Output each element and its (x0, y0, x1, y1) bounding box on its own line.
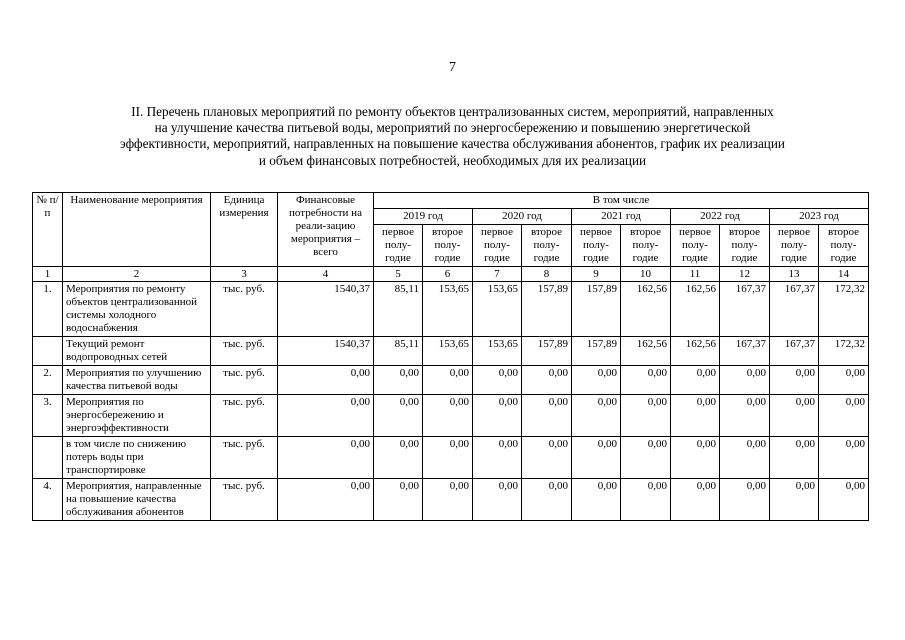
half-year-value: 0,00 (522, 479, 572, 521)
column-index: 9 (572, 267, 621, 282)
column-index: 8 (522, 267, 572, 282)
half-year-value: 0,00 (671, 395, 720, 437)
half-year-value: 0,00 (621, 395, 671, 437)
header-second-half: второе полу-годие (522, 225, 572, 267)
row-number: 2. (33, 366, 63, 395)
half-year-value: 0,00 (720, 437, 770, 479)
measure-unit: тыс. руб. (211, 366, 278, 395)
header-num: № п/п (33, 193, 63, 267)
heading-line: и объем финансовых потребностей, необходимых для их реализации (258, 152, 647, 168)
half-year-value: 0,00 (522, 366, 572, 395)
header-second-half: второе полу-годие (621, 225, 671, 267)
half-year-value: 162,56 (671, 337, 720, 366)
header-second-half: второе полу-годие (819, 225, 869, 267)
row-number: 4. (33, 479, 63, 521)
header-name: Наименование мероприятия (63, 193, 211, 267)
half-year-value: 85,11 (374, 337, 423, 366)
table-row (33, 366, 869, 395)
row-number: 3. (33, 395, 63, 437)
half-year-value: 0,00 (374, 479, 423, 521)
table-row (33, 479, 869, 521)
half-year-value: 0,00 (572, 395, 621, 437)
total-finance: 1540,37 (278, 282, 374, 337)
table-row (33, 437, 869, 479)
column-index: 11 (671, 267, 720, 282)
half-year-value: 85,11 (374, 282, 423, 337)
table-row (33, 337, 869, 366)
column-index: 10 (621, 267, 671, 282)
header-first-half: первое полу-годие (770, 225, 819, 267)
column-index: 3 (211, 267, 278, 282)
half-year-value: 162,56 (621, 282, 671, 337)
half-year-value: 0,00 (423, 395, 473, 437)
half-year-value: 172,32 (819, 282, 869, 337)
half-year-value: 0,00 (423, 437, 473, 479)
column-index: 13 (770, 267, 819, 282)
half-year-value: 167,37 (720, 282, 770, 337)
half-year-value: 0,00 (423, 366, 473, 395)
half-year-value: 153,65 (423, 282, 473, 337)
half-year-value: 0,00 (572, 479, 621, 521)
half-year-value: 0,00 (621, 479, 671, 521)
measure-name: в том числе по снижению потерь воды при транспортировке (63, 437, 211, 479)
half-year-value: 0,00 (473, 479, 522, 521)
half-year-value: 0,00 (572, 437, 621, 479)
header-first-half: первое полу-годие (374, 225, 423, 267)
half-year-value: 167,37 (770, 337, 819, 366)
header-year: 2023 год (770, 209, 869, 225)
column-index: 1 (33, 267, 63, 282)
half-year-value: 157,89 (522, 337, 572, 366)
total-finance: 0,00 (278, 437, 374, 479)
half-year-value: 0,00 (522, 437, 572, 479)
half-year-value: 0,00 (374, 437, 423, 479)
half-year-value: 167,37 (720, 337, 770, 366)
header-finance: Финансовые потребности на реали-зацию мероприятия – всего (278, 193, 374, 267)
measure-unit: тыс. руб. (211, 437, 278, 479)
header-second-half: второе полу-годие (720, 225, 770, 267)
measure-unit: тыс. руб. (211, 395, 278, 437)
header-including: В том числе (374, 193, 869, 209)
heading-line: на улучшение качества питьевой воды, мероприятий по энергосбережению и повышению энергетической (154, 120, 751, 136)
half-year-value: 0,00 (671, 437, 720, 479)
column-index: 6 (423, 267, 473, 282)
column-index: 5 (374, 267, 423, 282)
half-year-value: 0,00 (770, 395, 819, 437)
total-finance: 0,00 (278, 366, 374, 395)
measure-unit: тыс. руб. (211, 337, 278, 366)
total-finance: 0,00 (278, 395, 374, 437)
row-number (33, 437, 63, 479)
half-year-value: 0,00 (473, 437, 522, 479)
header-year: 2020 год (473, 209, 572, 225)
half-year-value: 157,89 (572, 282, 621, 337)
half-year-value: 0,00 (374, 366, 423, 395)
half-year-value: 153,65 (473, 282, 522, 337)
measure-name: Мероприятия по энергосбережению и энергоэффективности (63, 395, 211, 437)
measure-name: Мероприятия по улучшению качества питьевой воды (63, 366, 211, 395)
table-row (33, 282, 869, 337)
header-first-half: первое полу-годие (572, 225, 621, 267)
column-index: 7 (473, 267, 522, 282)
half-year-value: 172,32 (819, 337, 869, 366)
half-year-value: 0,00 (770, 437, 819, 479)
half-year-value: 0,00 (770, 366, 819, 395)
half-year-value: 0,00 (572, 366, 621, 395)
half-year-value: 153,65 (473, 337, 522, 366)
half-year-value: 0,00 (720, 366, 770, 395)
total-finance: 0,00 (278, 479, 374, 521)
header-unit: Единица измерения (211, 193, 278, 267)
column-index: 12 (720, 267, 770, 282)
total-finance: 1540,37 (278, 337, 374, 366)
row-number (33, 337, 63, 366)
column-index: 4 (278, 267, 374, 282)
half-year-value: 167,37 (770, 282, 819, 337)
section-heading (40, 104, 865, 169)
half-year-value: 157,89 (572, 337, 621, 366)
half-year-value: 153,65 (423, 337, 473, 366)
half-year-value: 0,00 (473, 366, 522, 395)
heading-line: II. Перечень плановых мероприятий по ремонту объектов централизованных систем, мероприятий, направленных (131, 104, 774, 119)
table-row (33, 395, 869, 437)
column-index: 2 (63, 267, 211, 282)
heading-line: эффективности, мероприятий, направленных на повышение качества обслуживания абонентов, график их реализации (120, 136, 785, 152)
measure-name: Мероприятия по ремонту объектов централизованной системы холодного водоснабжения (63, 282, 211, 337)
measure-name: Текущий ремонт водопроводных сетей (63, 337, 211, 366)
half-year-value: 157,89 (522, 282, 572, 337)
half-year-value: 0,00 (720, 395, 770, 437)
header-first-half: первое полу-годие (473, 225, 522, 267)
header-year: 2022 год (671, 209, 770, 225)
half-year-value: 0,00 (522, 395, 572, 437)
half-year-value: 0,00 (374, 395, 423, 437)
header-year: 2021 год (572, 209, 671, 225)
half-year-value: 162,56 (621, 337, 671, 366)
measures-table (32, 192, 869, 521)
half-year-value: 0,00 (473, 395, 522, 437)
half-year-value: 0,00 (621, 437, 671, 479)
half-year-value: 0,00 (819, 479, 869, 521)
column-index: 14 (819, 267, 869, 282)
half-year-value: 0,00 (819, 395, 869, 437)
header-second-half: второе полу-годие (423, 225, 473, 267)
half-year-value: 162,56 (671, 282, 720, 337)
page-number: 7 (449, 60, 456, 75)
measure-unit: тыс. руб. (211, 479, 278, 521)
half-year-value: 0,00 (671, 479, 720, 521)
half-year-value: 0,00 (621, 366, 671, 395)
measure-unit: тыс. руб. (211, 282, 278, 337)
header-first-half: первое полу-годие (671, 225, 720, 267)
half-year-value: 0,00 (671, 366, 720, 395)
measure-name: Мероприятия, направленные на повышение качества обслуживания абонентов (63, 479, 211, 521)
half-year-value: 0,00 (423, 479, 473, 521)
header-year: 2019 год (374, 209, 473, 225)
half-year-value: 0,00 (819, 437, 869, 479)
half-year-value: 0,00 (770, 479, 819, 521)
half-year-value: 0,00 (819, 366, 869, 395)
half-year-value: 0,00 (720, 479, 770, 521)
row-number: 1. (33, 282, 63, 337)
